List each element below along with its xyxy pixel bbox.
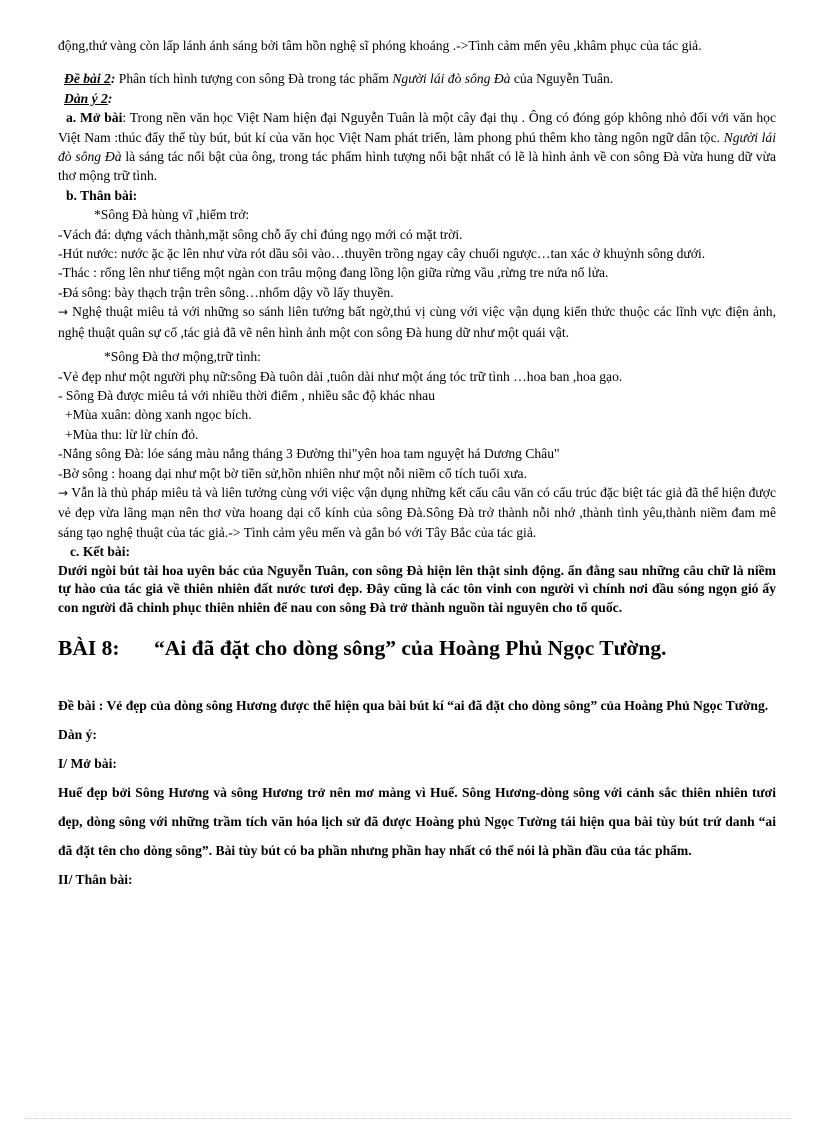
outline-2-label: Dàn ý 2 [64, 90, 108, 106]
intro-text-2: là sáng tác nổi bật của ông, trong tác phẩm hình tượng nổi bật nhất có lẽ là hình ảnh về con sông Đà vừa hung dữ vừa thơ mộng trữ tình. [58, 149, 777, 184]
poetic-heading: *Sông Đà thơ mộng,trữ tình: [104, 349, 261, 365]
poetic-subitem: +Mùa thu: lừ lừ chín đỏ. [65, 426, 199, 442]
majestic-item: -Hút nước: nước ặc ặc lên như vừa rót dầu sôi vào…thuyền trồng ngay cây chuối ngược…tan xác ở khuỷnh sông dưới. [58, 246, 706, 262]
exercise-2-text-2: của Nguyễn Tuân. [510, 71, 614, 87]
lesson-8-prompt: Đề bài : Vẻ đẹp của dòng sông Hương được thể hiện qua bài bút kí “ai đã đặt cho dòng sông” của Hoàng Phủ Ngọc Tường. [58, 698, 769, 714]
outline-2-heading [58, 89, 776, 108]
intro-text-1: : Trong nền văn học Việt Nam hiện đại Nguyễn Tuân là một cây đại thụ . Ông có đóng góp không nhỏ đối với văn học Việt Nam :thúc đẩy thể tùy bút, bút kí của văn học Việt Nam phát triển, làm phong phú thêm kho tàng ngôn ngữ dân tộc. [58, 110, 776, 145]
lesson-8-title [58, 635, 776, 661]
majestic-item: -Thác : rống lên như tiếng một ngàn con trâu mộng đang lồng lộn giữa rừng vầu ,rừng tre nứa nổ lửa. [58, 265, 609, 281]
majestic-conclusion [58, 302, 776, 342]
intro-work-title: Người lái đò sông Đà [58, 129, 777, 165]
conclusion-paragraph: Dưới ngòi bút tài hoa uyên bác của Nguyễn Tuân, con sông Đà hiện lên thật sinh động. ẩn đằng sau những câu chữ là niềm tự hào của tác giả về thiên nhiên đất nước tươi đẹp. Đây cũng là các tôn vinh con người vì chính nơi đầu sóng ngọn gió ấy con người đã chinh phục thiên nhiên để nau con sông Đà trở thành nguồn tài nguyên cho tổ quốc. [58, 562, 776, 615]
poetic-conclusion [58, 483, 776, 542]
poetic-item: -Bờ sông : hoang dại như một bờ tiền sử,hồn nhiên như một nỗi niềm cổ tích tuổi xưa. [58, 465, 527, 481]
exercise-2-label: Đề bài 2 [64, 71, 111, 87]
document-page [58, 36, 776, 894]
exercise-2-colon: : [110, 71, 119, 87]
majestic-item: -Vách đá: dựng vách thành,mặt sông chỗ ấy chỉ đúng ngọ mới có mặt trời. [58, 226, 463, 242]
intro-label: a. Mở bài [66, 110, 123, 126]
poetic-item: -Vẻ đẹp như một người phụ nữ:sông Đà tuôn dài ,tuôn dài như một áng tóc trữ tình …hoa ban ,hoa gạo. [58, 368, 623, 384]
majestic-item: -Đá sông: bày thạch trận trên sông…nhổm dậy vồ lấy thuyền. [58, 284, 394, 300]
outline-2-colon: : [107, 90, 113, 106]
exercise-2-work-title: Người lái đò sông Đà [392, 71, 511, 87]
body-heading: b. Thân bài: [66, 187, 138, 203]
exercise-2-text-1: Phân tích hình tượng con sông Đà trong tác phẩm [118, 71, 393, 87]
poetic-item: - Sông Đà được miêu tả với nhiều thời điểm , nhiều sắc độ khác nhau [58, 387, 436, 403]
lesson-8-heading: “Ai đã đặt cho dòng sông” của Hoàng Phủ Ngọc Tường. [154, 636, 667, 661]
lesson-8-intro-heading: I/ Mở bài: [58, 756, 117, 772]
exercise-2-prompt [58, 69, 776, 88]
arrow-right-icon: → [58, 485, 69, 500]
arrow-right-icon: → [58, 305, 69, 320]
lesson-8-body-heading: II/ Thân bài: [58, 872, 133, 888]
poetic-conclusion-text: Vẫn là thủ pháp miêu tả và liên tưởng cùng với việc vận dụng những kết cấu câu văn có cấu trúc đặc biệt tác giả đã thể hiện được vẻ đẹp vừa lãng mạn nên thơ vừa hoang dại cổ kính của sông Đà.Sông Đà trở thành nỗi nhớ ,thành tình yêu,thành niềm đam mê sáng tạo nghệ thuật của tác giả.-> Tình cảm yêu mến và gắn bó với Tây Bắc của tác giả. [58, 484, 776, 540]
poetic-item: -Nắng sông Đà: lóe sáng màu nắng tháng 3 Đường thi"yên hoa tam nguyệt há Dương Châu" [58, 446, 560, 462]
lesson-8-number: BÀI 8: [58, 636, 120, 661]
majestic-conclusion-text: Nghệ thuật miêu tả với những so sánh liên tưởng bất ngờ,thú vị cùng với việc vận dụng kiến thức thuộc các lĩnh vực điện ảnh, nghệ thuật quân sự cổ ,tác giả đã vẽ nên hình ảnh một con sông Đà hung dữ như một quái vật. [58, 304, 776, 340]
conclusion-heading: c. Kết bài: [70, 544, 131, 560]
lesson-8-intro-paragraph: Huế đẹp bởi Sông Hương và sông Hương trở nên mơ màng vì Huế. Sông Hương-dòng sông với cảnh sắc thiên nhiên tươi đẹp, dòng sông với những trầm tích văn hóa lịch sử đã được Hoàng phủ Ngọc Tường tái hiện qua bài tùy bút trứ danh “ai đã đặt tên cho dòng sông”. Bài tùy bút có ba phần nhưng phần hay nhất có thể nói là phần đầu của tác phẩm. [58, 785, 776, 859]
majestic-heading: *Sông Đà hùng vĩ ,hiểm trở: [94, 207, 250, 223]
poetic-subitem: +Mùa xuân: dòng xanh ngọc bích. [65, 407, 252, 423]
lesson-8-outline-label: Dàn ý: [58, 727, 97, 743]
intro-paragraph [58, 108, 776, 186]
page-bottom-divider [24, 1118, 792, 1119]
spacer [58, 55, 776, 69]
continuation-paragraph: động,thứ vàng còn lấp lánh ánh sáng bởi tâm hồn nghệ sĩ phóng khoáng .->Tình cảm mến yêu ,khâm phục của tác giả. [58, 38, 702, 53]
